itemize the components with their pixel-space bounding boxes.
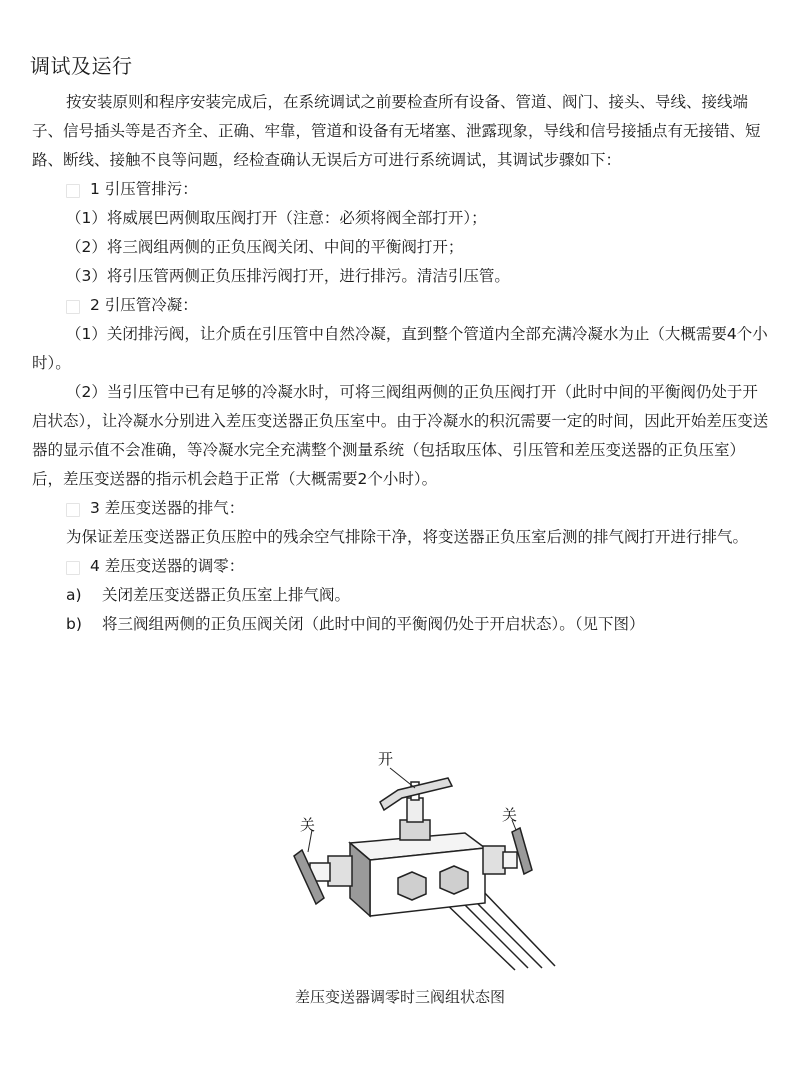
section-1	[32, 175, 772, 291]
list-item: （1）关闭排污阀，让介质在引压管中自然冷凝，直到整个管道内全部充满冷凝水为止（大概需要4个小时）。	[32, 325, 768, 372]
label-open: 开	[378, 750, 394, 768]
section-2	[32, 291, 772, 494]
list-item: （2）当引压管中已有足够的冷凝水时，可将三阀组两侧的正负压阀打开（此时中间的平衡阀仍处于开启状态），让冷凝水分别进入差压变送器正负压室中。由于冷凝水的积沉需要一定的时间，因此开始差压变送器的显示值不会准确，等冷凝水完全充满整个测量系统（包括取压体、引压管和差压变送器的正负压室）后，差压变送器的指示机会趋于正常（大概需要2个小时）。	[32, 383, 769, 488]
list-marker-icon	[66, 503, 80, 517]
intro-paragraph: 按安装原则和程序安装完成后，在系统调试之前要检查所有设备、管道、阀门、接头、导线、接线端子、信号插头等是否齐全、正确、牢靠，管道和设备有无堵塞、泄露现象，导线和信号接插点有无接错、短路、断线、接触不良等问题，经检查确认无误后方可进行系统调试，其调试步骤如下：	[32, 93, 761, 169]
right-pressure-valve	[483, 828, 532, 874]
section-heading: 1 引压管排污：	[32, 175, 772, 204]
label-close-left: 关	[300, 816, 316, 834]
section-heading: 3 差压变送器的排气：	[32, 494, 772, 523]
list-item: 为保证差压变送器正负压腔中的残余空气排除干净，将变送器正负压室后测的排气阀打开进行排气。	[66, 528, 749, 546]
section-4	[32, 552, 772, 639]
balance-valve	[380, 778, 452, 840]
section-heading: 4 差压变送器的调零：	[32, 552, 772, 581]
list-marker-icon	[66, 300, 80, 314]
three-valve-manifold-figure	[280, 738, 580, 978]
three-valve-manifold-illustration	[280, 738, 580, 978]
list-item: （3）将引压管两侧正负压排污阀打开，进行排污。清洁引压管。	[66, 267, 510, 285]
section-heading: 2 引压管冷凝：	[32, 291, 772, 320]
figure-caption: 差压变送器调零时三阀组状态图	[294, 988, 505, 1006]
list-item: a) 关闭差压变送器正负压室上排气阀。	[66, 586, 351, 604]
section-3	[32, 494, 772, 552]
list-marker-icon	[66, 184, 80, 198]
list-marker-icon	[66, 561, 80, 575]
list-item: （1）将威展巴两侧取压阀打开（注意：必须将阀全部打开）；	[66, 209, 487, 227]
list-item: （2）将三阀组两侧的正负压阀关闭、中间的平衡阀打开；	[66, 238, 464, 256]
list-item: b) 将三阀组两侧的正负压阀关闭（此时中间的平衡阀仍处于开启状态）。（见下图）	[66, 615, 645, 633]
body-text	[32, 88, 772, 639]
left-pressure-valve	[294, 850, 352, 904]
label-close-right: 关	[502, 806, 518, 824]
page-title: 调试及运行	[30, 54, 133, 78]
